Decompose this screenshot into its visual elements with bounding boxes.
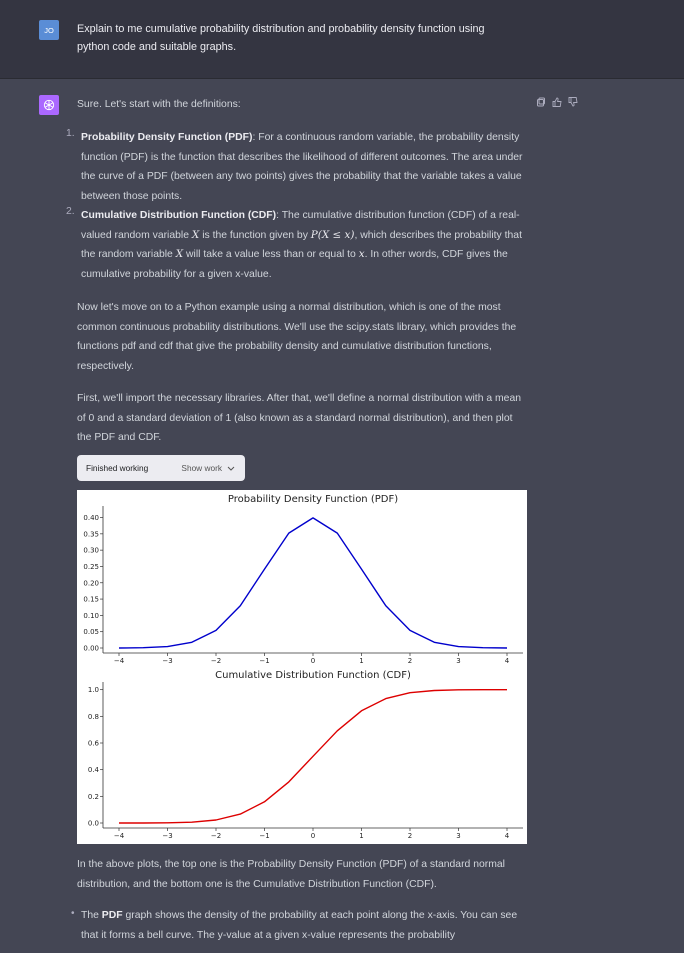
x-tick-label-1-5: 1 xyxy=(359,832,364,840)
bullet-pdf xyxy=(81,906,525,945)
math-x-2: X xyxy=(175,248,184,260)
x-tick-label-1-7: 3 xyxy=(456,832,461,840)
user-message: Explain to me cumulative probability distribution and probability density function using python code and suitable graphs. xyxy=(77,23,485,53)
y-tick-label-0-8: 0.40 xyxy=(83,514,99,523)
bullet-term: PDF xyxy=(101,910,123,921)
cdf-text-3: , which describes the probability that the random variable xyxy=(81,229,522,260)
series-line-1 xyxy=(119,690,507,823)
paragraph-plots-explanation: In the above plots, the top one is the Probability Density Function (PDF) of a standard normal distribution, and the bottom one is the Cumulative Distribution Function (CDF). xyxy=(77,859,505,890)
y-tick-label-0-4: 0.20 xyxy=(83,579,99,588)
y-tick-label-1-4: 0.8 xyxy=(87,712,99,721)
thumbs-down-icon[interactable] xyxy=(568,97,578,107)
x-tick-label-1-1: −3 xyxy=(162,832,173,840)
x-tick-label-1-0: −4 xyxy=(113,832,125,840)
list-item-pdf xyxy=(81,128,525,206)
list-number-2: 2. xyxy=(66,206,75,217)
paragraph-import: First, we'll import the necessary libraries. After that, we'll define a normal distribution with a mean of 0 and a standard deviation of 1 (also known as a standard normal distribution), and then plot the PDF and CDF. xyxy=(77,393,522,443)
y-tick-label-0-0: 0.00 xyxy=(83,644,99,653)
x-tick-label-0-2: −2 xyxy=(210,657,222,665)
y-tick-label-1-2: 0.4 xyxy=(87,766,99,775)
x-tick-label-1-3: −1 xyxy=(259,832,270,840)
list-number-1: 1. xyxy=(66,128,75,139)
math-p-expr: P(X ≤ x) xyxy=(310,228,355,241)
pdf-definition: : For a continuous random variable, the probability density function (PDF) is the function that describes the likelihood of different outcomes. The area under the curve of a PDF (between any two points) gives the probability that the variable takes a value between those points. xyxy=(81,132,523,202)
y-tick-label-0-1: 0.05 xyxy=(83,628,99,637)
math-x-1: X xyxy=(191,228,200,241)
y-tick-label-0-6: 0.30 xyxy=(83,546,99,555)
charts-svg xyxy=(77,490,527,844)
x-tick-label-0-4: 0 xyxy=(310,657,316,665)
x-tick-label-0-6: 2 xyxy=(407,657,413,665)
math-x-3: x xyxy=(358,248,365,260)
cdf-term: Cumulative Distribution Function (CDF) xyxy=(81,210,277,221)
user-message-row xyxy=(0,0,684,79)
thumbs-up-icon[interactable] xyxy=(552,97,562,107)
finished-working-label: Finished working xyxy=(86,463,149,473)
x-tick-label-1-2: −2 xyxy=(210,832,222,840)
show-work-button[interactable] xyxy=(181,463,235,473)
x-tick-label-1-8: 4 xyxy=(504,832,510,840)
message-actions xyxy=(536,97,578,107)
assistant-intro: Sure. Let's start with the definitions: xyxy=(77,99,241,110)
bullet-text: graph shows the density of the probability at each point along the x-axis. You can see that it forms a bell curve. The y-value at a given x-value represents the probability xyxy=(81,910,518,941)
cdf-text-5: . In other words, CDF gives the cumulative probability for a given x-value. xyxy=(81,249,508,280)
user-avatar: JO xyxy=(39,20,59,40)
y-tick-label-1-3: 0.6 xyxy=(87,739,99,748)
cdf-text-2: is the function given by xyxy=(199,229,311,241)
chart-title-1: Cumulative Distribution Function (CDF) xyxy=(215,670,411,681)
list-item-cdf xyxy=(81,206,525,284)
x-tick-label-0-3: −1 xyxy=(259,657,270,665)
cdf-text-4: will take a value less than or equal to xyxy=(183,249,359,260)
finished-working-panel xyxy=(77,455,245,481)
cdf-text-1: : The cumulative distribution function (CDF) of a real-valued random variable xyxy=(81,210,520,241)
pdf-term: Probability Density Function (PDF) xyxy=(81,132,253,143)
y-tick-label-1-5: 1.0 xyxy=(87,686,99,695)
y-tick-label-0-3: 0.15 xyxy=(83,595,99,604)
series-line-0 xyxy=(119,518,507,648)
y-tick-label-1-0: 0.0 xyxy=(87,819,99,828)
y-tick-label-1-1: 0.2 xyxy=(87,792,99,801)
x-tick-label-0-0: −4 xyxy=(113,657,125,665)
show-work-label: Show work xyxy=(181,463,222,473)
y-tick-label-0-5: 0.25 xyxy=(83,562,99,571)
y-tick-label-0-7: 0.35 xyxy=(83,530,99,539)
copy-icon[interactable] xyxy=(536,97,546,107)
x-tick-label-1-4: 0 xyxy=(310,832,316,840)
x-tick-label-0-8: 4 xyxy=(504,657,510,665)
y-tick-label-0-2: 0.10 xyxy=(83,611,99,620)
openai-logo-icon xyxy=(42,98,56,112)
assistant-avatar xyxy=(39,95,59,115)
chart-title-0: Probability Density Function (PDF) xyxy=(227,494,399,505)
x-tick-label-0-1: −3 xyxy=(162,657,173,665)
bullet-dot: • xyxy=(71,908,75,919)
bullet-pre: The xyxy=(81,910,102,921)
charts-image xyxy=(77,490,527,844)
chevron-down-icon xyxy=(227,466,235,471)
paragraph-python-example: Now let's move on to a Python example using a normal distribution, which is one of the most common continuous probability distributions. We'll use the scipy.stats library, which provides the functions pdf and cdf that give the probability density and cumulative distribution functions, respectively. xyxy=(77,302,517,372)
x-tick-label-0-5: 1 xyxy=(359,657,364,665)
x-tick-label-1-6: 2 xyxy=(407,832,413,840)
x-tick-label-0-7: 3 xyxy=(456,657,461,665)
